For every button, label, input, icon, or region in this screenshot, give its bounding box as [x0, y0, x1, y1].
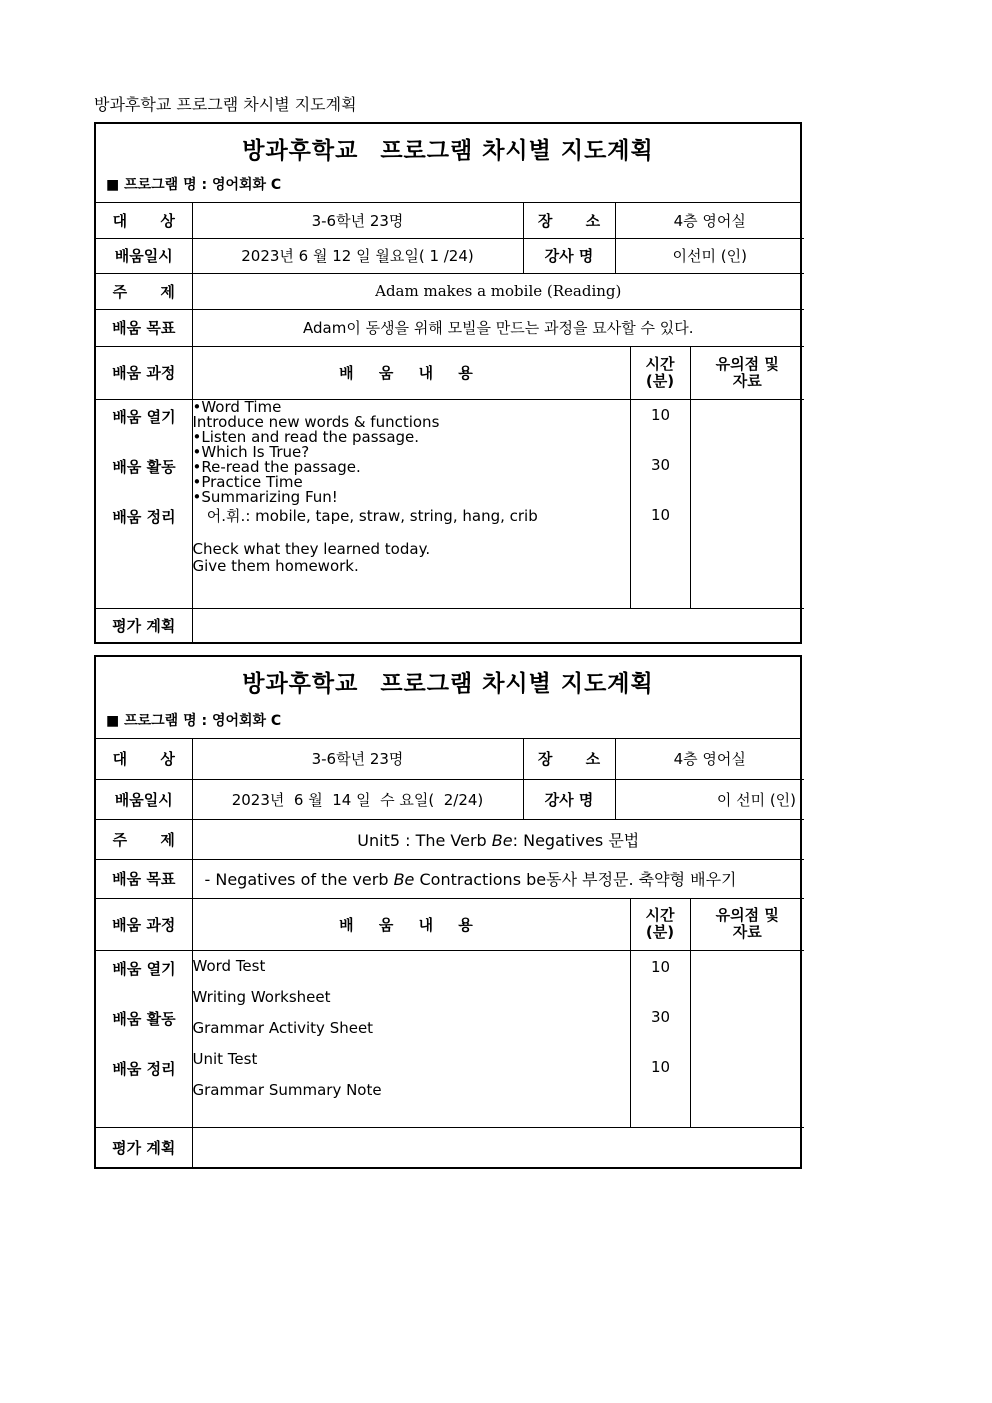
process-steps	[96, 399, 192, 608]
time-activity: 30	[650, 1007, 671, 1026]
label-time: 시간 (분)	[630, 898, 690, 950]
step-activity: 배움 활동	[112, 457, 176, 476]
label-content: 배 움 내 용	[192, 346, 630, 399]
content-line: Introduce new words & functions	[192, 412, 440, 431]
label-date: 배움일시	[96, 238, 192, 273]
label-topic: 주 제	[96, 273, 192, 309]
content-line: Writing Worksheet	[192, 987, 331, 1006]
time-activity: 30	[650, 455, 671, 474]
plan-table	[96, 739, 804, 1167]
content-line: Grammar Activity Sheet	[192, 1018, 374, 1037]
content-line: Unit Test	[192, 1049, 258, 1068]
plan-title	[96, 657, 800, 698]
step-close: 배움 정리	[112, 507, 176, 526]
lesson-plan-2	[94, 655, 802, 1169]
content-line: 어.휘.: mobile, tape, straw, string, hang, crib	[192, 506, 538, 525]
program-name: ■ 프로그램 명 : 영어회화 C	[106, 177, 282, 193]
plan-title-part-b: 프로그램 차시별 지도계획	[380, 138, 654, 164]
time-values	[630, 950, 690, 1127]
plan-table	[96, 203, 804, 642]
plan-title	[96, 124, 800, 165]
value-place: 4층 영어실	[615, 203, 804, 238]
label-time: 시간 (분)	[630, 346, 690, 399]
time-close: 10	[650, 1057, 671, 1076]
plan-header	[96, 124, 800, 203]
time-values	[630, 399, 690, 608]
value-topic: Unit5 : The Verb Be: Negatives 문법	[192, 819, 804, 859]
value-topic: Adam makes a mobile (Reading)	[192, 273, 804, 309]
notes-cell	[690, 950, 804, 1127]
label-target: 대 상	[96, 203, 192, 238]
plan-header	[96, 657, 800, 739]
step-activity: 배움 활동	[112, 1009, 176, 1028]
lesson-content	[192, 399, 630, 608]
value-date: 2023년 6 월 12 일 월요일( 1 /24)	[192, 238, 523, 273]
value-goal: Adam이 동생을 위해 모빌을 만드는 과정을 묘사할 수 있다.	[192, 309, 804, 346]
label-topic: 주 제	[96, 819, 192, 859]
step-close: 배움 정리	[112, 1059, 176, 1078]
label-evaluation: 평가 계획	[96, 608, 192, 642]
label-notes: 유의점 및 자료	[690, 898, 804, 950]
time-open: 10	[650, 405, 671, 424]
content-line: Word Test	[192, 956, 266, 975]
label-process: 배움 과정	[96, 346, 192, 399]
content-line: •Re-read the passage.	[192, 457, 361, 476]
label-notes: 유의점 및 자료	[690, 346, 804, 399]
program-name: ■ 프로그램 명 : 영어회화 C	[106, 713, 282, 729]
label-date: 배움일시	[96, 779, 192, 819]
label-place: 장 소	[523, 739, 615, 779]
document-caption: 방과후학교 프로그램 차시별 지도계획	[94, 95, 357, 114]
value-target: 3-6학년 23명	[192, 203, 523, 238]
content-line: Give them homework.	[192, 556, 359, 575]
value-teacher: 이선미 (인)	[615, 238, 804, 273]
label-goal: 배움 목표	[96, 859, 192, 898]
time-open: 10	[650, 957, 671, 976]
label-evaluation: 평가 계획	[96, 1127, 192, 1167]
notes-cell	[690, 399, 804, 608]
time-close: 10	[650, 505, 671, 524]
content-line: •Practice Time	[192, 472, 303, 491]
plan-title-part-b: 프로그램 차시별 지도계획	[380, 671, 654, 697]
label-teacher: 강사 명	[523, 238, 615, 273]
content-line: •Listen and read the passage.	[192, 427, 420, 446]
content-line: Check what they learned today.	[192, 539, 431, 558]
content-line: •Summarizing Fun!	[192, 487, 338, 506]
label-place: 장 소	[523, 203, 615, 238]
content-line: •Word Time	[192, 397, 282, 416]
value-teacher: 이 선미 (인)	[615, 779, 804, 819]
value-date: 2023년 6 월 14 일 수 요일( 2/24)	[192, 779, 523, 819]
plan-title-part-a: 방과후학교	[242, 671, 359, 697]
label-goal: 배움 목표	[96, 309, 192, 346]
content-line: Grammar Summary Note	[192, 1080, 382, 1099]
step-open: 배움 열기	[112, 959, 176, 978]
label-teacher: 강사 명	[523, 779, 615, 819]
value-target: 3-6학년 23명	[192, 739, 523, 779]
step-open: 배움 열기	[112, 407, 176, 426]
content-line: •Which Is True?	[192, 442, 310, 461]
label-content: 배 움 내 용	[192, 898, 630, 950]
plan-title-part-a: 방과후학교	[242, 138, 359, 164]
lesson-content	[192, 950, 630, 1127]
value-evaluation	[192, 1127, 804, 1167]
value-place: 4층 영어실	[615, 739, 804, 779]
value-goal: - Negatives of the verb Be Contractions be동사 부정문. 축약형 배우기	[192, 859, 804, 898]
label-process: 배움 과정	[96, 898, 192, 950]
value-evaluation	[192, 608, 804, 642]
process-steps	[96, 950, 192, 1127]
label-target: 대 상	[96, 739, 192, 779]
lesson-plan-1	[94, 122, 802, 644]
